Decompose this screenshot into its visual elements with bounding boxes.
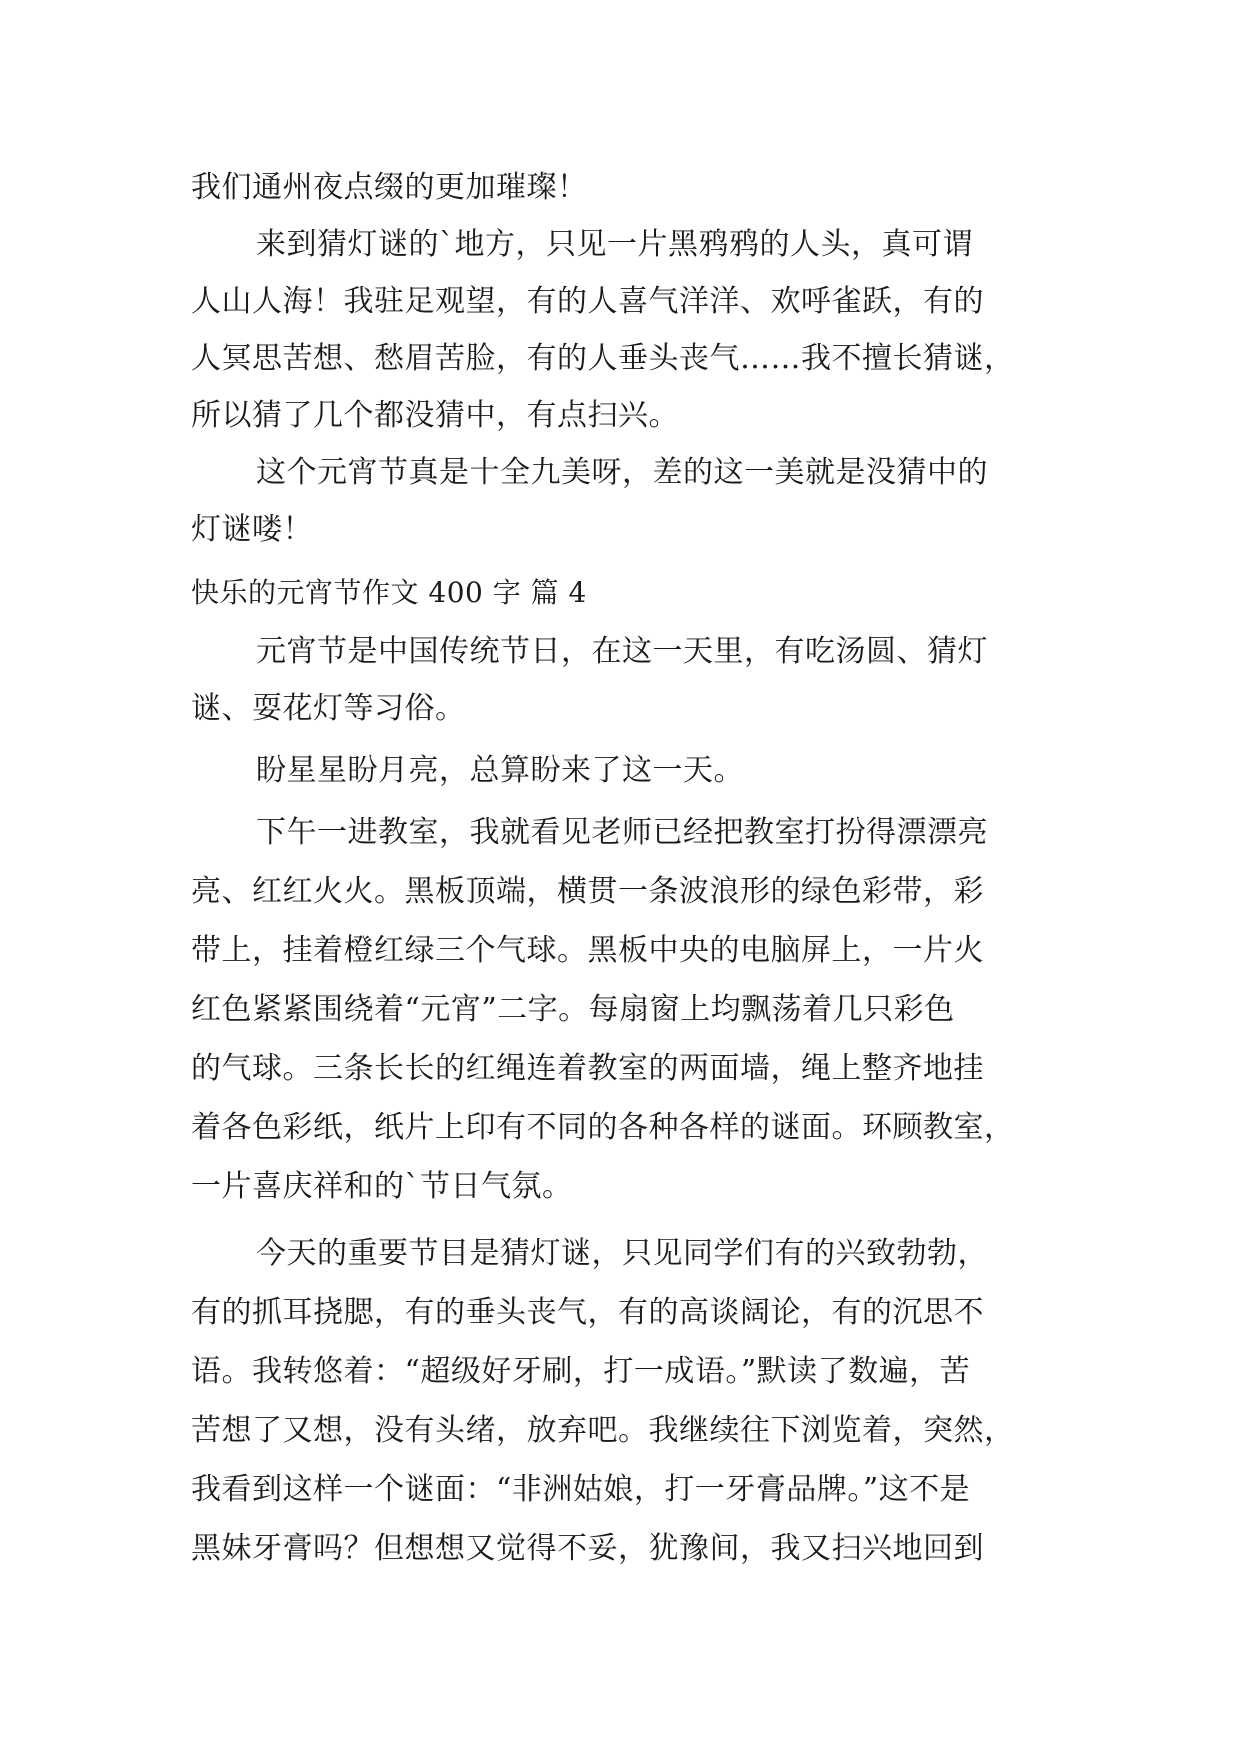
section-heading: 快乐的元宵节作文 400 字 篇 4 [191,576,587,609]
paragraph-first-line: 这个元宵节真是十全九美呀，差的这一美就是没猜中的 [256,455,988,490]
text-line: 的气球。三条长长的红绳连着教室的两面墙，绳上整齐地挂 [191,1051,984,1086]
paragraph-first-line: 下午一进教室，我就看见老师已经把教室打扮得漂漂亮 [256,815,988,850]
text-line: 谜、耍花灯等习俗。 [191,691,466,726]
text-line: 着各色彩纸，纸片上印有不同的各种各样的谜面。环顾教室， [191,1110,1015,1145]
text-line: 苦想了又想，没有头绪，放弃吧。我继续往下浏览着，突然， [191,1413,1015,1448]
text-line: 所以猜了几个都没猜中，有点扫兴。 [191,398,679,433]
paragraph-first-line: 元宵节是中国传统节日，在这一天里，有吃汤圆、猜灯 [256,634,988,669]
text-line: 亮、红红火火。黑板顶端，横贯一条波浪形的绿色彩带，彩 [191,874,984,909]
paragraph-first-line: 来到猜灯谜的`地方，只见一片黑鸦鸦的人头，真可谓 [256,227,973,262]
text-line: 人山人海！我驻足观望，有的人喜气洋洋、欢呼雀跃，有的 [191,284,984,319]
text-line: 有的抓耳挠腮，有的垂头丧气，有的高谈阔论，有的沉思不 [191,1295,984,1330]
text-line: 人冥思苦想、愁眉苦脸，有的人垂头丧气……我不擅长猜谜， [191,341,1015,376]
text-line: 我们通州夜点缀的更加璀璨！ [191,170,588,205]
paragraph-first-line: 盼星星盼月亮，总算盼来了这一天。 [256,753,744,788]
text-line: 带上，挂着橙红绿三个气球。黑板中央的电脑屏上，一片火 [191,933,984,968]
text-line: 一片喜庆祥和的`节日气氛。 [191,1169,573,1204]
paragraph-first-line: 今天的重要节目是猜灯谜，只见同学们有的兴致勃勃， [256,1236,988,1271]
text-line: 我看到这样一个谜面：“非洲姑娘，打一牙膏品牌。”这不是 [191,1472,971,1507]
text-line: 红色紧紧围绕着“元宵”二字。每扇窗上均飘荡着几只彩色 [191,992,955,1027]
text-line: 黑妹牙膏吗？但想想又觉得不妥，犹豫间，我又扫兴地回到 [191,1531,984,1566]
text-line: 灯谜喽！ [191,512,313,547]
text-line: 语。我转悠着：“超级好牙刷，打一成语。”默读了数遍，苦 [191,1354,971,1389]
